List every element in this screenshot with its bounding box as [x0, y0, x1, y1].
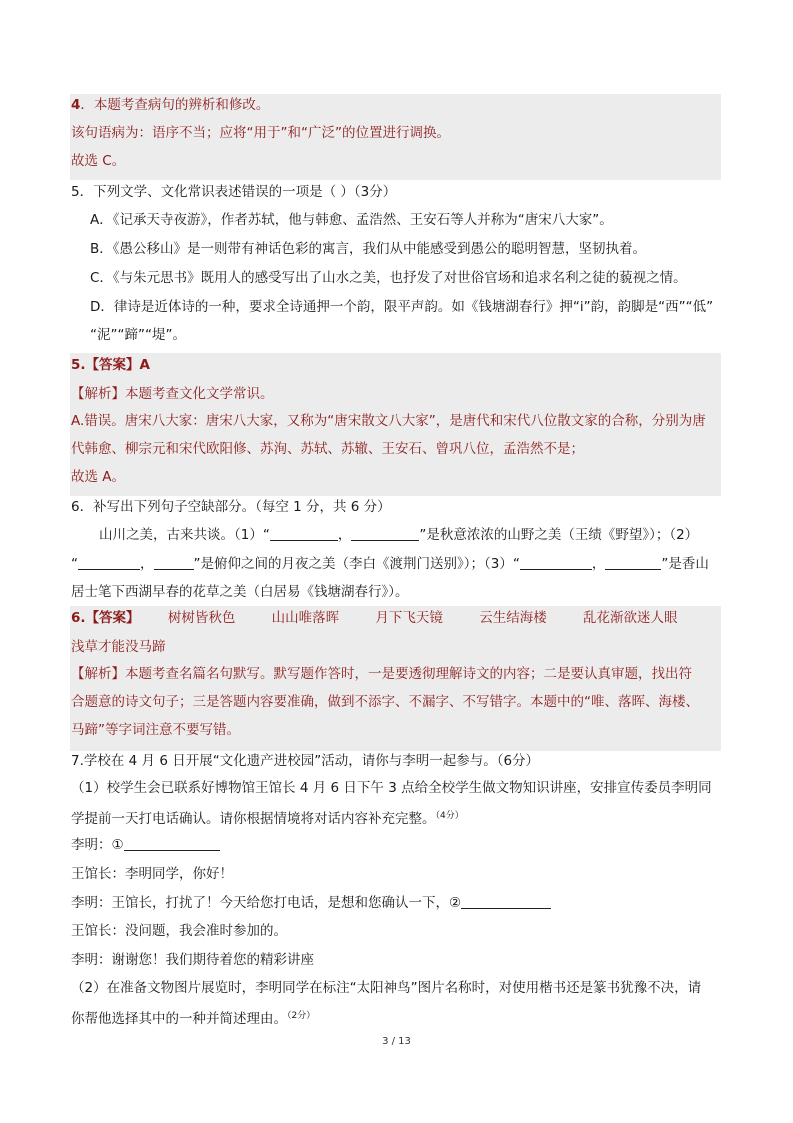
q5-explain-2: 代韩愈、柳宗元和宋代欧阳修、苏洵、苏轼、苏辙、王安石、曾巩八位，孟浩然不是； — [71, 441, 584, 457]
q5-choose: 故选 A。 — [71, 469, 126, 485]
q5-option-c: C．《与朱元思书》既用人的感受写出了山水之美，也抒发了对世俗官场和追求名利之徒的藐视之情。 — [90, 270, 687, 286]
q5-option-d-cont: “泥”“蹄”“堤”。 — [90, 327, 186, 343]
q4-answer-line3: 故选 C。 — [71, 153, 126, 169]
q6-answer-item-4: 云生结海楼 — [479, 610, 547, 626]
q7-dialog-3: 李明：王馆长，打扰了！今天给您打电话，是想和您确认一下，② — [71, 893, 551, 913]
q5-option-d: D．律诗是近体诗的一种，要求全诗通押一个韵，限平声韵。如《钱塘湖春行》押“i”韵，韵脚是“西”“低” — [90, 299, 714, 315]
q6-analysis-1: 【解析】本题考查名篇名句默写。默写题作答时，一是要透彻理解诗文的内容；二是要认真审题，找出符 — [71, 666, 692, 682]
q6-blank-5[interactable] — [520, 555, 592, 570]
q7-dialog-5: 李明：谢谢您！我们期待着您的精彩讲座 — [71, 952, 314, 968]
q5-analysis: 【解析】本题考查文化文学常识。 — [71, 386, 274, 402]
q7-part1-score: （4分） — [435, 811, 464, 821]
q6-line-2: “ ， ”是俯仰之间的月夜之美（李白《渡荆门送别》）；（3）“ ， ”是香山 — [71, 556, 709, 572]
q6-blank-3[interactable] — [78, 555, 140, 570]
q6-stem: 6．补写出下列句子空缺部分。（每空 1 分，共 6 分） — [71, 499, 391, 515]
q6-line-1: 山川之美，古来共谈。（1）“ ， ”是秋意浓浓的山野之美（王绩《野望》）；（2） — [99, 527, 699, 543]
q7-part2-score: （2分） — [287, 1011, 316, 1021]
q5-explain-1: A.错误。唐宋八大家：唐宋八大家，又称为“唐宋散文八大家”，是唐代和宋代八位散文家的合称，分别为唐 — [71, 413, 706, 429]
q5-answer: 5.【答案】A — [71, 357, 150, 373]
q5-stem: 5．下列文学、文化常识表述错误的一项是（ ）（3分） — [71, 184, 397, 200]
q6-analysis-2: 合题意的诗文句子；三是答题内容要准确，做到不添字、不漏字、不写错字。本题中的“唯、落晖、海楼、 — [71, 694, 699, 710]
q6-blank-4[interactable] — [154, 555, 194, 570]
q5-option-a: A．《记承天寺夜游》，作者苏轼，他与韩愈、孟浩然、王安石等人并称为“唐宋八大家”。 — [90, 212, 613, 228]
q5-option-b: B．《愚公移山》是一则带有神话色彩的寓言，我们从中能感受到愚公的聪明智慧，坚韧执着。 — [90, 241, 647, 257]
q6-blank-6[interactable] — [605, 555, 661, 570]
q7-part2-line1: （2）在准备文物图片展览时，李明同学在标注“太阳神鸟”图片名称时，对使用楷书还是篆书犹豫不决，请 — [71, 980, 702, 996]
q6-answer-item-5: 乱花渐欲迷人眼 — [583, 610, 678, 626]
page-number: 3 / 13 — [382, 1036, 411, 1047]
q7-stem: 7.学校在 4 月 6 日开展“文化遗产进校园”活动，请你与李明一起参与。（6分） — [71, 753, 540, 769]
q4-answer-line2: 该句语病为：语序不当；应将“用于”和“广泛”的位置进行调换。 — [71, 125, 450, 141]
q6-line-3: 居士笔下西湖早春的花草之美（白居易《钱塘湖春行》）。 — [71, 584, 409, 600]
q6-analysis-3: 马蹄”等字词注意不要写错。 — [71, 722, 240, 738]
q7-dialog-4: 王馆长：没问题，我会准时参加的。 — [71, 923, 287, 939]
q7-blank-1[interactable] — [124, 836, 220, 851]
q7-dialog-1: 李明：① — [71, 835, 220, 855]
q6-answer-item-1: 树树皆秋色 — [167, 610, 236, 626]
q6-answer: 6.【答案】 树树皆秋色 山山唯落晖 月下飞天镜 云生结海楼 乱花渐欲迷人眼 — [71, 610, 678, 626]
q6-blank-2[interactable] — [351, 526, 419, 541]
q7-dialog-2: 王馆长：李明同学，你好！ — [71, 866, 233, 882]
q6-answer-item-3: 月下飞天镜 — [375, 610, 443, 626]
q7-blank-2[interactable] — [461, 894, 551, 909]
q6-answer-line2: 浅草才能没马蹄 — [71, 639, 166, 655]
q6-blank-1[interactable] — [270, 526, 338, 541]
q7-part1-line2: 学提前一天打电话确认。请你根据情境将对话内容补充完整。$^{(4分)}$ — [71, 811, 464, 827]
q6-answer-item-2: 山山唯落晖 — [271, 610, 340, 626]
q4-answer-line1: 4．本题考查病句的辨析和修改。 — [71, 97, 270, 113]
q7-part1-line1: （1）校学生会已联系好博物馆王馆长 4 月 6 日下午 3 点给全校学生做文物知识讲座，安排宣传委员李明同 — [71, 780, 712, 796]
q7-part2-line2: 你帮他选择其中的一种并简述理由。$^{(2分)}$ — [71, 1011, 316, 1027]
